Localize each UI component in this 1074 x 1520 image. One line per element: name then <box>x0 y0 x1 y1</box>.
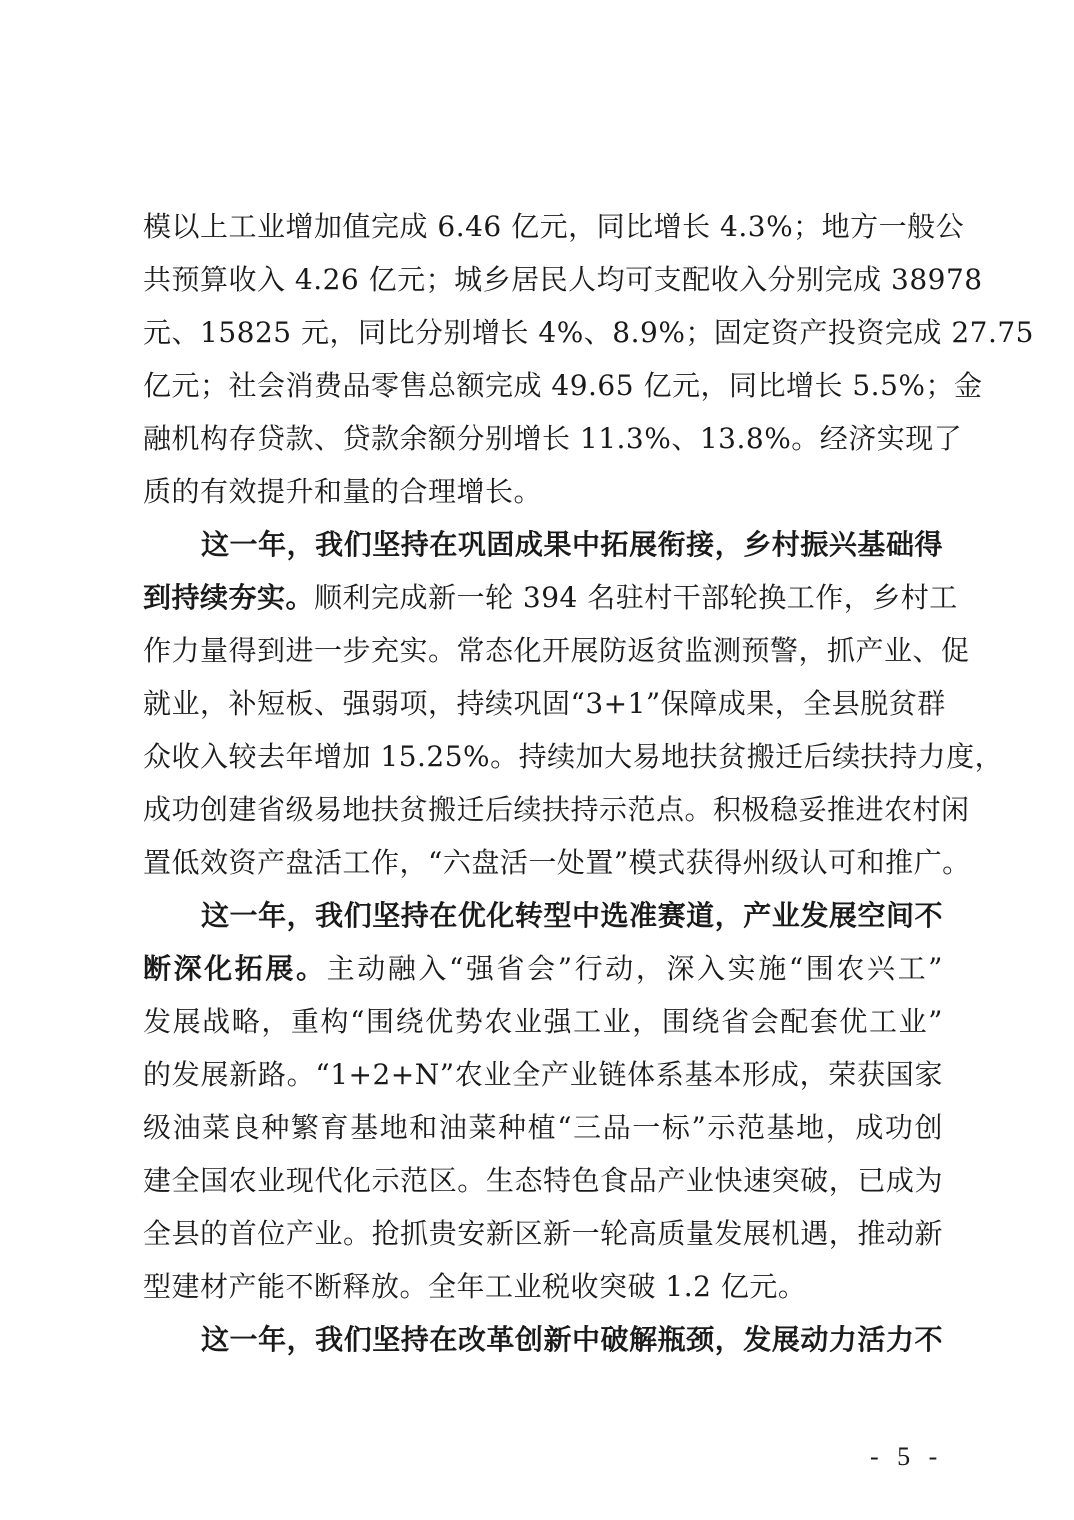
text-line: 成功创建省级易地扶贫搬迁后续扶持示范点。积极稳妥推进农村闲 <box>143 793 970 826</box>
text-line: 的发展新路。“1+2+N”农业全产业链体系基本形成，荣获国家 <box>143 1058 943 1091</box>
text-line: 发展战略，重构“围绕优势农业强工业，围绕省会配套优工业” <box>143 1005 943 1038</box>
paragraph-economy <box>143 200 1034 518</box>
text-line: 模以上工业增加值完成 6.46 亿元，同比增长 4.3%；地方一般公 <box>143 210 965 243</box>
text-line <box>143 571 958 624</box>
text-line <box>143 942 943 995</box>
text-segment: 顺利完成新一轮 394 名驻村干部轮换工作，乡村工 <box>314 581 958 614</box>
text-line: 全县的首位产业。抢抓贵安新区新一轮高质量发展机遇，推动新 <box>143 1217 943 1250</box>
paragraph-industry-development <box>143 889 943 1313</box>
paragraph-heading-line: 这一年，我们坚持在优化转型中选准赛道，产业发展空间不 <box>201 899 943 932</box>
text-line: 建全国农业现代化示范区。生态特色食品产业快速突破，已成为 <box>143 1164 943 1197</box>
text-line: 置低效资产盘活工作，“六盘活一处置”模式获得州级认可和推广。 <box>143 846 971 879</box>
text-line: 型建材产能不断释放。全年工业税收突破 1.2 亿元。 <box>143 1270 807 1303</box>
text-segment: 主动融入“强省会”行动，深入实施“围农兴工” <box>326 952 943 985</box>
paragraph-heading-end: 到持续夯实。 <box>143 581 315 614</box>
paragraph-heading-end: 断深化拓展。 <box>143 952 327 985</box>
paragraph-heading-line: 这一年，我们坚持在巩固成果中拓展衔接，乡村振兴基础得 <box>201 528 943 561</box>
text-line: 亿元；社会消费品零售总额完成 49.65 亿元，同比增长 5.5%；金 <box>143 369 983 402</box>
paragraph-rural-revitalization <box>143 518 1004 889</box>
text-line: 元、15825 元，同比分别增长 4%、8.9%；固定资产投资完成 27.75 <box>143 316 1034 349</box>
text-line: 共预算收入 4.26 亿元；城乡居民人均可支配收入分别完成 38978 <box>143 263 983 296</box>
text-line: 就业，补短板、强弱项，持续巩固“3+1”保障成果，全县脱贫群 <box>143 687 946 720</box>
text-line: 众收入较去年增加 15.25%。持续加大易地扶贫搬迁后续扶持力度， <box>143 740 1004 773</box>
text-line: 质的有效提升和量的合理增长。 <box>143 475 543 508</box>
document-body <box>143 200 1034 1366</box>
text-line: 作力量得到进一步充实。常态化开展防返贫监测预警，抓产业、促 <box>143 634 970 667</box>
paragraph-reform-innovation <box>143 1313 943 1366</box>
page-number: - 5 - <box>870 1442 944 1471</box>
paragraph-heading-line: 这一年，我们坚持在改革创新中破解瓶颈，发展动力活力不 <box>201 1323 943 1356</box>
text-line: 级油菜良种繁育基地和油菜种植“三品一标”示范基地，成功创 <box>143 1111 943 1144</box>
text-line: 融机构存贷款、贷款余额分别增长 11.3%、13.8%。经济实现了 <box>143 422 963 455</box>
